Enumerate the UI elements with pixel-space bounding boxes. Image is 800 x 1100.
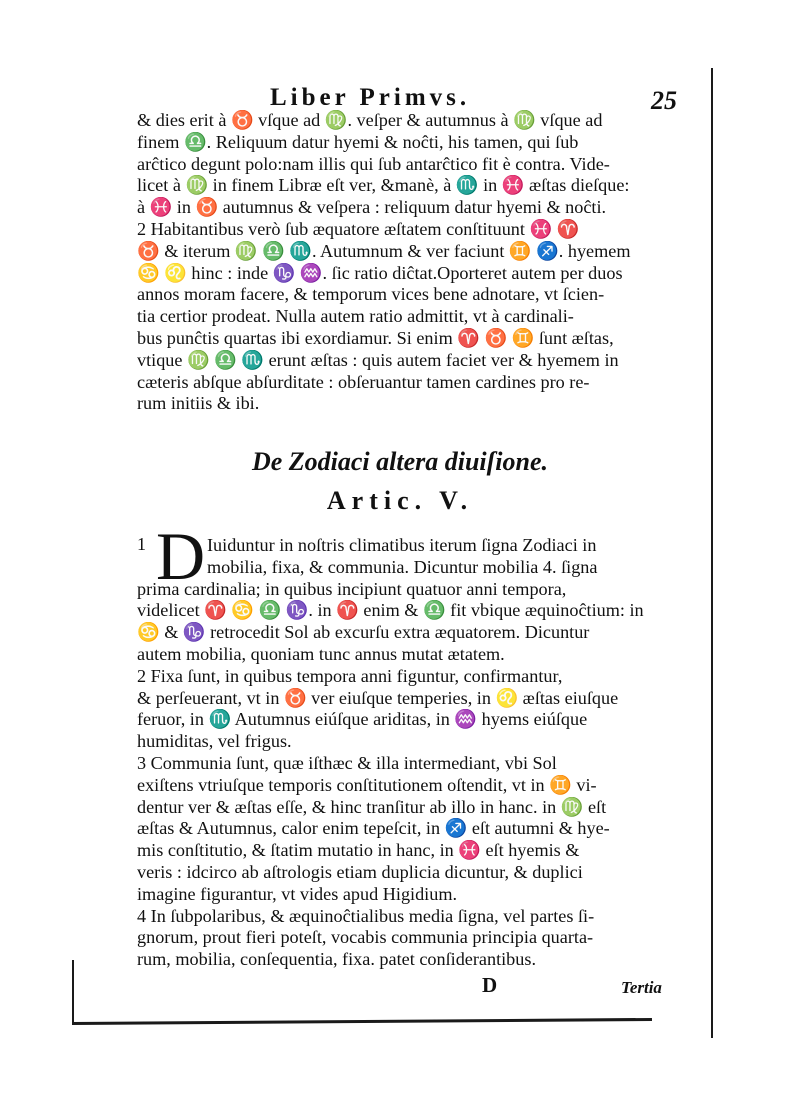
para1-indented (207, 535, 679, 579)
text-line: humiditas, vel frigus. (137, 731, 292, 752)
paragraph-number: 1 (137, 534, 146, 554)
text-line: videlicet ♈ ♋ ♎ ♑. in ♈ enim & ♎ fit vbique æquinoĉtium: in (137, 600, 644, 621)
text-line: licet à ♍ in finem Libræ eſt ver, &manè, à ♏ in ♓ æſtas dieſque: (137, 175, 630, 196)
text-line: prima cardinalia; in quibus incipiunt quatuor anni tempora, (137, 578, 567, 599)
text-line: mobilia, fixa, & communia. Dicuntur mobilia 4. ſigna (207, 556, 598, 577)
section-subtitle: De Zodiaci altera diuiſione. (251, 447, 549, 476)
text-line: gnorum, prout fieri poteſt, vocabis communia principia quarta- (137, 927, 594, 948)
text-line: & perſeuerant, vt in ♉ ver eiuſque temperies, in ♌ æſtas eiuſque (137, 687, 619, 708)
page-border-bottom (72, 1018, 652, 1025)
running-title: Liber Primvs. (270, 84, 471, 111)
para1-body (137, 579, 679, 971)
text-line: ♋ & ♑ retrocedit Sol ab excurſu extra æquatorem. Dicuntur (137, 622, 590, 643)
text-line: arĉtico degunt polo:nam illis qui ſub antarĉtico fit è contra. Vide- (137, 153, 610, 174)
text-line: Iuiduntur in noſtris climatibus iterum ſigna Zodiaci in (207, 535, 597, 555)
text-line: tia certior prodeat. Nulla autem ratio admittit, vt à cardinali- (137, 306, 574, 327)
text-line: 4 In ſubpolaribus, & æquinoĉtialibus media ſigna, vel partes ſi- (137, 905, 595, 926)
page-number: 25 (651, 86, 677, 115)
drop-cap: D (156, 518, 206, 594)
text-line: rum, mobilia, conſequentia, fixa. patet conſiderantibus. (137, 949, 536, 970)
signature-mark: D (482, 973, 498, 997)
text-line: bus punĉtis quartas ibi exordiamur. Si enim ♈ ♉ ♊ ſunt æſtas, (137, 327, 614, 348)
text-line: veris : idcirco ab aſtrologis etiam duplicia dicuntur, & duplici (137, 861, 583, 882)
text-line: vtique ♍ ♎ ♏ erunt æſtas : quis autem faciet ver & hyemem in (137, 349, 619, 370)
text-line: 3 Communia ſunt, quæ iſthæc & illa intermediant, vbi Sol (137, 752, 557, 773)
text-line: mis conſtitutio, & ſtatim mutatio in hanc, in ♓ eſt hyemis & (137, 840, 580, 861)
top-text-block (137, 110, 679, 415)
text-line: exiſtens vtriuſque temporis conſtitutionem oſtendit, vt in ♊ vi- (137, 774, 597, 795)
text-line: rum initiis & ibi. (137, 393, 260, 414)
text-line: feruor, in ♏ Autumnus eiúſque ariditas, in ♒ hyems eiúſque (137, 709, 588, 730)
page-border-right (711, 68, 713, 1038)
text-line: 2 Fixa ſunt, in quibus tempora anni figuntur, confirmantur, (137, 665, 563, 686)
text-line: æſtas & Autumnus, calor enim tepeſcit, in ♐ eſt autumni & hye- (137, 818, 610, 839)
page-border-left (72, 960, 74, 1024)
text-line: ♋ ♌ hinc : inde ♑ ♒. ſic ratio diĉtat.Oporteret autem per duos (137, 262, 623, 283)
text-line: à ♓ in ♉ autumnus & veſpera : reliquum datur hyemi & noĉti. (137, 197, 607, 218)
article-heading: Artic. V. (326, 486, 474, 515)
text-line: & dies erit à ♉ vſque ad ♍. veſper & autumnus à ♍ vſque ad (137, 110, 603, 130)
text-line: ♉ & iterum ♍ ♎ ♏. Autumnum & ver faciunt ♊ ♐. hyemem (137, 240, 631, 261)
text-line: imagine figurantur, vt vides apud Higidium. (137, 883, 458, 904)
text-line: dentur ver & æſtas eſſe, & hinc tranſitur ab illo in hanc. in ♍ eſt (137, 796, 607, 817)
text-line: 2 Habitantibus verò ſub æquatore æſtatem conſtituunt ♓ ♈ (137, 218, 580, 239)
text-line: finem ♎. Reliquum datur hyemi & noĉti, his tamen, qui ſub (137, 131, 579, 152)
text-line: autem mobilia, quoniam tunc annus mutat ætatem. (137, 643, 505, 664)
text-line: annos moram facere, & temporum vices bene adnotare, vt ſcien- (137, 284, 605, 305)
catchword: Tertia (621, 978, 662, 997)
text-line: cæteris abſque abſurditate : obſeruantur tamen cardines pro re- (137, 371, 590, 392)
